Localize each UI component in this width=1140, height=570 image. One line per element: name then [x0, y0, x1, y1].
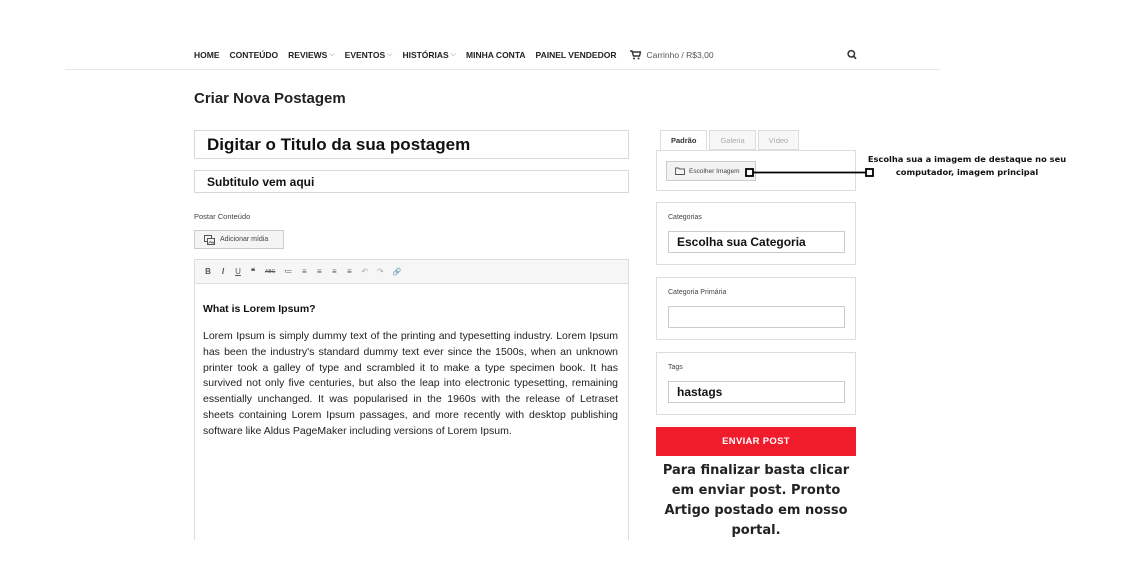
main-nav [194, 48, 714, 62]
image-annotation-note: Escolha sua a imagem de destaque no seu computador, imagem principal [867, 154, 1067, 177]
bullet-list-button[interactable]: ≔ [284, 267, 293, 276]
cart-icon [630, 50, 641, 60]
post-subtitle-input[interactable]: Subtitulo vem aqui [194, 170, 629, 193]
nav-item-eventos[interactable]: EVENTOS ⌵ [344, 50, 393, 60]
nav-item-reviews[interactable]: REVIEWS ⌵ [288, 50, 335, 60]
align-left-button[interactable]: ≡ [316, 267, 322, 276]
primary-category-label: Categoria Primária [668, 289, 727, 296]
post-content-label: Postar Conteúdo [194, 212, 251, 221]
link-button[interactable]: 🔗 [392, 268, 402, 276]
nav-item-painel-vendedor[interactable]: PAINEL VENDEDOR [535, 50, 617, 60]
align-center-button[interactable]: ≡ [331, 267, 337, 276]
blockquote-button[interactable]: ❝ [250, 267, 256, 276]
page-title: Criar Nova Postagem [194, 90, 346, 107]
editor-heading: What is Lorem Ipsum? [203, 303, 316, 315]
tags-panel [656, 352, 856, 415]
category-select[interactable]: Escolha sua Categoria [668, 231, 845, 253]
nav-item-home[interactable]: HOME [194, 50, 220, 60]
nav-item-minha-conta[interactable]: MINHA CONTA [466, 50, 526, 60]
tags-input[interactable]: hastags [668, 381, 845, 403]
bold-button[interactable]: B [205, 267, 211, 276]
categories-panel [656, 202, 856, 265]
post-title-input[interactable]: Digitar o Titulo da sua postagem [194, 130, 629, 159]
chevron-down-icon: ⌵ [329, 51, 335, 58]
undo-button[interactable]: ↶ [361, 267, 368, 276]
content-editor[interactable] [194, 284, 629, 540]
add-media-label: Adicionar mídia [220, 236, 269, 243]
folder-icon [675, 167, 685, 175]
choose-image-label: Escolher Imagem [689, 167, 740, 175]
tab-galeria[interactable]: Galeria [709, 130, 755, 150]
editor-body: Lorem Ipsum is simply dummy text of the printing and typesetting industry. Lorem Ipsum has been the industry's standard dummy text ever since the 1500s, when an unknown printer took a galley of type and scrambled it to make a type specimen book. It has survived not only five centuries, but also the leap into electronic typesetting, remaining essentially unchanged. It was popularised in the 1960s with the release of Letraset sheets containing Lorem Ipsum passages, and more recently with desktop publishing software like Aldus PageMaker including versions of Lorem Ipsum. [203, 330, 618, 437]
media-icon [204, 235, 216, 245]
primary-category-field[interactable] [668, 306, 845, 328]
redo-button[interactable]: ↷ [376, 267, 384, 276]
send-post-button[interactable]: ENVIAR POST [656, 427, 856, 456]
nav-divider [65, 69, 940, 70]
media-tabs [660, 130, 799, 150]
editor-toolbar [194, 259, 629, 284]
tags-label: Tags [668, 364, 683, 371]
nav-item-historias[interactable]: HISTÓRIAS ⌵ [402, 50, 457, 60]
align-right-button[interactable]: ≡ [346, 267, 352, 276]
final-instruction-note: Para finalizar basta clicar em enviar post. Pronto Artigo postado em nosso portal. [662, 463, 850, 538]
italic-button[interactable]: I [221, 267, 225, 276]
chevron-down-icon: ⌵ [450, 51, 457, 58]
nav-item-conteudo[interactable]: CONTEÚDO [229, 50, 279, 60]
categories-label: Categorias [668, 214, 702, 221]
primary-category-panel [656, 277, 856, 340]
cart-link[interactable] [630, 50, 713, 60]
numbered-list-button[interactable]: ≡ [301, 267, 307, 276]
tab-padrao[interactable]: Padrão [660, 130, 707, 150]
chevron-down-icon: ⌵ [387, 51, 393, 58]
search-icon[interactable] [847, 49, 857, 61]
strikethrough-button[interactable]: ABC [265, 268, 276, 275]
add-media-button[interactable] [194, 230, 284, 249]
underline-button[interactable]: U [235, 267, 241, 276]
tab-video[interactable]: Vídeo [758, 130, 800, 150]
cart-label: Carrinho / R$3,00 [646, 50, 714, 60]
